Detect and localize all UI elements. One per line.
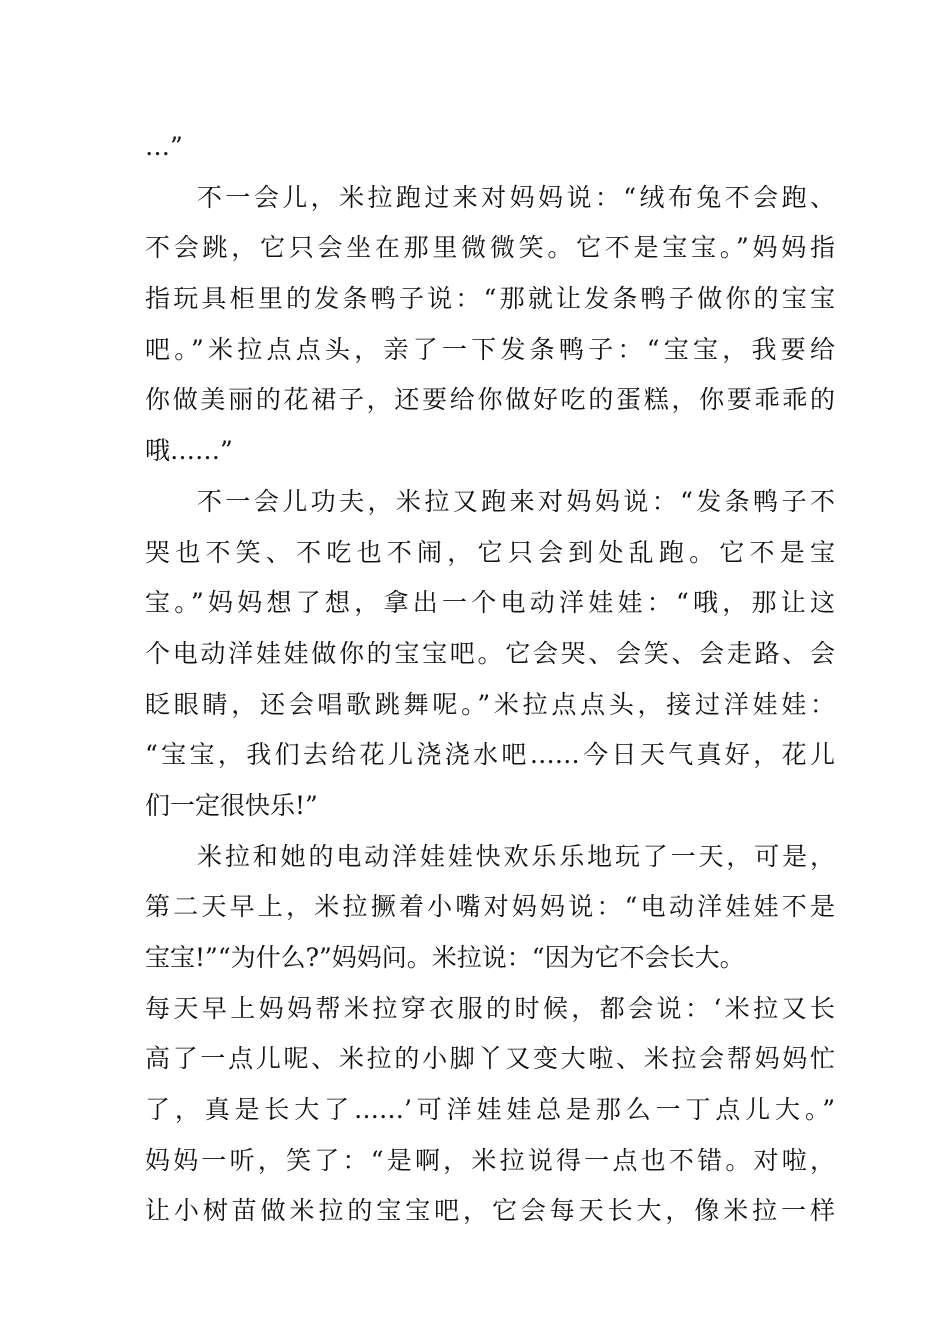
text-line: 米拉和她的电动洋娃娃快欢乐乐地玩了一天，可是， [197, 841, 835, 871]
text-line: 不一会儿功夫，米拉又跑来对妈妈说：“发条鸭子不 [197, 486, 835, 516]
text-line: 哭也不笑、不吃也不闹，它只会到处乱跑。它不是宝 [145, 537, 835, 567]
text-line: 宝宝!”“为什么?”妈妈问。米拉说：“因为它不会长大。 [145, 943, 745, 972]
text-line: 不会跳，它只会坐在那里微微笑。它不是宝宝。”妈妈指 [145, 233, 835, 263]
text-line: 了，真是长大了……’可洋娃娃总是那么一丁点儿大。” [145, 1095, 835, 1125]
text-line: 吧。”米拉点点头，亲了一下发条鸭子：“宝宝，我要给 [145, 334, 835, 364]
text-line: 每天早上妈妈帮米拉穿衣服的时候，都会说：‘米拉又长 [145, 993, 835, 1023]
text-line: 你做美丽的花裙子，还要给你做好吃的蛋糕，你要乖乖的 [145, 385, 835, 415]
text-line: 眨眼睛，还会唱歌跳舞呢。”米拉点点头，接过洋娃娃： [145, 689, 835, 719]
text-line: 不一会儿，米拉跑过来对妈妈说：“绒布兔不会跑、 [197, 182, 835, 212]
text-line: 高了一点儿呢、米拉的小脚丫又变大啦、米拉会帮妈妈忙 [145, 1044, 835, 1074]
text-line: 哦……” [145, 436, 233, 466]
text-line: 让小树苗做米拉的宝宝吧，它会每天长大，像米拉一样 [145, 1196, 835, 1226]
story-text [145, 122, 835, 1237]
text-line: 指玩具柜里的发条鸭子说：“那就让发条鸭子做你的宝宝 [145, 284, 835, 314]
text-line: 宝。”妈妈想了想，拿出一个电动洋娃娃：“哦，那让这 [145, 588, 835, 618]
text-line: 第二天早上，米拉撅着小嘴对妈妈说：“电动洋娃娃不是 [145, 892, 835, 922]
text-line: 妈妈一听，笑了：“是啊，米拉说得一点也不错。对啦， [145, 1145, 835, 1175]
text-line: 个电动洋娃娃做你的宝宝吧。它会哭、会笑、会走路、会 [145, 638, 835, 668]
text-line: 们一定很快乐!” [145, 790, 318, 820]
text-line: “宝宝，我们去给花儿浇浇水吧……今日天气真好，花儿 [145, 740, 835, 770]
text-line: …” [145, 132, 183, 161]
